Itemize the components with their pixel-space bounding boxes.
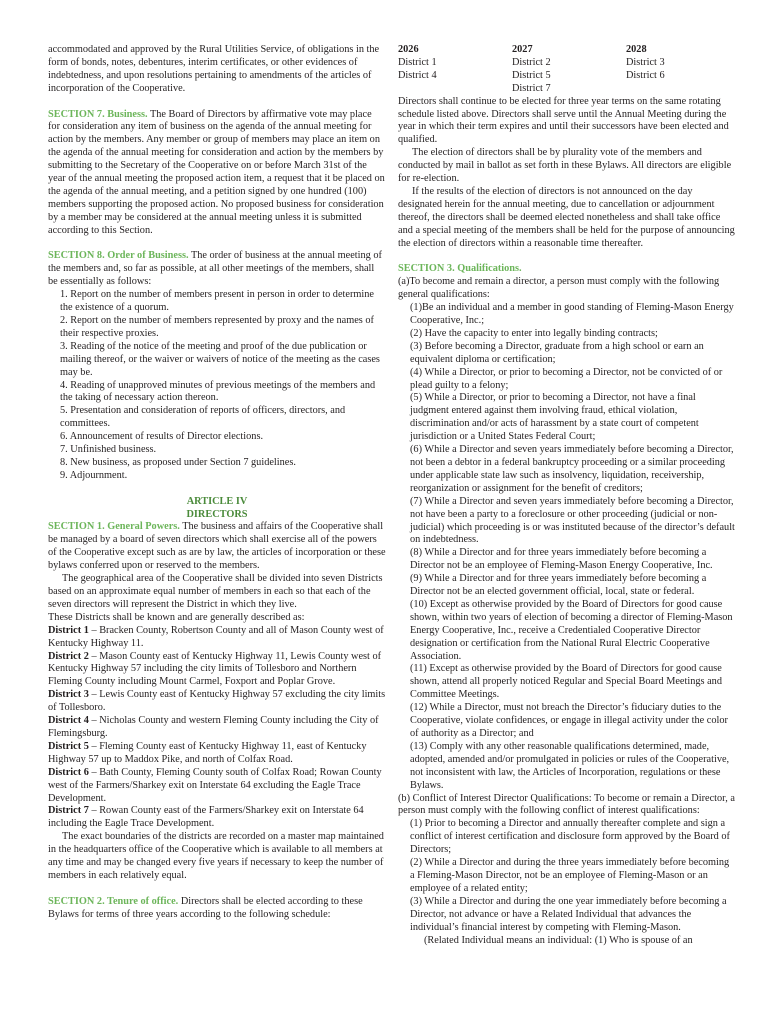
article-number: ARTICLE IV: [186, 495, 248, 507]
related-individual-note: (Related Individual means an individual: (1) Who is spouse of an: [424, 934, 693, 946]
intro-paragraph: accommodated and approved by the Rural Utilities Service, of obligations in the form of bonds, notes, debentures, interim certificates, or other evidences of indebtedness, and upon resolutions pertaining to amendments of the articles of incorporation of the Cooperative.: [48, 44, 380, 94]
districts-paragraph: The geographical area of the Cooperative shall be divided into seven Districts based on an approximate equal number of members in each so that each of the seven directors will represent the District in which they live.: [48, 573, 383, 610]
district-item: [48, 805, 386, 831]
list-item: 3. Reading of the notice of the meeting and proof of the due publication or mailing thereof, or the waiver or waivers of notice of the meeting as the cases may be.: [60, 340, 380, 378]
section-1-body: The business and affairs of the Cooperative shall be managed by a board of seven directors which shall exercise all of the powers of the Cooperative except such as are by law, the articles of incorporation or these bylaws conferred upon or reserved to the members.: [48, 521, 386, 572]
district-desc: – Bath County, Fleming County south of Colfax Road; Rowan County west of the Farmers/Sharkey exit on Interstate 64 excluding the Eagle Trace Development.: [48, 766, 382, 804]
district-desc: – Fleming County east of Kentucky Highway 11, east of Kentucky Highway 57 up to Maddox Pike, and north of Colfax Road.: [48, 740, 367, 765]
schedule-district: District 4: [398, 69, 437, 81]
schedule-district: District 7: [512, 82, 551, 94]
list-item: (2) While a Director and during the three years immediately before becoming a Fleming-Mason Director, not be an employee of Fleming-Mason or an employee of a related entity;: [410, 857, 730, 894]
district-label: District 4: [48, 715, 89, 727]
section-2-body: Directors shall be elected according to these Bylaws for terms of three years according to the following schedule:: [48, 895, 363, 920]
list-item: (3) While a Director and during the one year immediately before becoming a Director, not advance or have a Related Individual that advances the individual’s financial interest by competing with Fleming-Mason.: [410, 895, 727, 933]
list-item: (12) While a Director, must not breach the Director’s fiduciary duties to the Cooperative, violate confidences, or engage in illegal activity under the color of authority as a Director; and: [410, 702, 728, 740]
district-item: [48, 741, 386, 767]
district-label: District 7: [48, 805, 89, 817]
district-desc: – Mason County east of Kentucky Highway 11, Lewis County west of Kentucky Highway 57 including the city limits of Tollesboro and Northern Fleming County including Mount Carmel, Foxport and Poplar Grove.: [48, 650, 382, 688]
districts-intro: These Districts shall be known and are generally described as:: [48, 611, 305, 623]
section-1-heading: SECTION 1. General Powers.: [48, 521, 180, 533]
list-item: (8) While a Director and for three years immediately before becoming a Director not be an employee of Fleming-Mason Energy Cooperative, Inc.: [410, 547, 713, 572]
article-title: DIRECTORS: [186, 508, 248, 520]
qualifications-a-intro: (a)To become and remain a director, a person must comply with the following general qualifications:: [398, 276, 720, 301]
list-item: 5. Presentation and consideration of reports of officers, directors, and committees.: [60, 405, 346, 430]
list-item: 6. Announcement of results of Director elections.: [60, 431, 264, 443]
section-7-heading: SECTION 7. Business.: [48, 108, 148, 120]
boundaries-paragraph: The exact boundaries of the districts are recorded on a master map maintained in the headquarters office of the Cooperative which is available to all members at any time and may be changed every five years if necessary to keep the number of members in each relatively equal.: [48, 831, 384, 881]
section-3-heading: SECTION 3. Qualifications.: [398, 263, 522, 275]
list-item: 8. New business, as proposed under Section 7 guidelines.: [60, 456, 296, 468]
schedule-district: District 2: [512, 56, 551, 68]
list-item: 1. Report on the number of members present in person in order to determine the existence of a quorum.: [60, 289, 374, 314]
results-paragraph: If the results of the election of directors is not announced on the day designated herein for the annual meeting, due to cancellation or adjournment thereof, the directors shall be deemed elected nonetheless and shall take office and a special meeting of the members shall be held for the purpose of announcing the election of directors within a reasonable time thereafter.: [398, 185, 735, 249]
right-column: [398, 44, 736, 947]
qualifications-a-list: [398, 302, 736, 792]
schedule-year: 2026: [398, 44, 419, 55]
district-label: District 5: [48, 740, 89, 752]
election-schedule: [398, 44, 736, 96]
schedule-year: 2028: [626, 44, 647, 55]
list-item: 4. Reading of unapproved minutes of previous meetings of the members and the taking of necessary action thereon.: [60, 379, 376, 404]
section-1: [48, 521, 386, 573]
district-label: District 6: [48, 766, 89, 778]
schedule-column: [626, 44, 736, 96]
election-paragraph: The election of directors shall be by plurality vote of the members and conducted by mail in ballot as set forth in these Bylaws. All directors are eligible for re-election.: [398, 147, 732, 185]
schedule-year: 2027: [512, 44, 533, 55]
list-item: (6) While a Director and seven years immediately before becoming a Director, not been a debtor in a federal bankruptcy proceeding or a similar proceeding under applicable state law such as insolvency, liquidation, receivership, reorganization or assignment for the benefit of creditors;: [410, 444, 734, 494]
qualifications-b-intro: (b) Conflict of Interest Director Qualifications: To become or remain a Director, a person must comply with the following conflict of interest qualifications:: [398, 792, 735, 817]
list-item: (1)Be an individual and a member in good standing of Fleming-Mason Energy Cooperative, Inc.;: [410, 302, 734, 327]
list-item: (9) While a Director and for three years immediately before becoming a Director not be an elected government official, local, state or federal.: [410, 573, 707, 598]
section-8-heading: SECTION 8. Order of Business.: [48, 250, 189, 262]
list-item: (1) Prior to becoming a Director and annually thereafter complete and sign a conflict of interest certification and disclosure form approved by the Board of Directors;: [410, 818, 730, 856]
district-label: District 3: [48, 689, 89, 701]
list-item: 9. Adjournment.: [60, 469, 128, 481]
district-desc: – Bracken County, Robertson County and all of Mason County west of Kentucky Highway 11.: [48, 624, 384, 649]
list-item: (2) Have the capacity to enter into legally binding contracts;: [410, 327, 658, 339]
district-item: [48, 689, 386, 715]
district-item: [48, 625, 386, 651]
district-item: [48, 767, 386, 806]
list-item: (4) While a Director, or prior to becoming a Director, not be convicted of or plead guilty to a felony;: [410, 366, 723, 391]
section-8-body: The order of business at the annual meeting of the members and, so far as possible, at all other meetings of the members, shall be essentially as follows:: [48, 250, 382, 288]
schedule-district: District 6: [626, 69, 665, 81]
list-item: (11) Except as otherwise provided by the Board of Directors for good cause shown, attend all properly noticed Regular and Special Board Meetings and Committee Meetings.: [410, 663, 722, 701]
list-item: (5) While a Director, or prior to becoming a Director, not have a final judgment entered against them involving fraud, ethical violation, discrimination and/or acts of harassment by a state court of competent jurisdiction or a United States Federal Court;: [410, 392, 699, 443]
section-8: [48, 250, 386, 289]
district-desc: – Lewis County east of Kentucky Highway 57 excluding the city limits of Tollesboro.: [48, 689, 386, 714]
district-label: District 2: [48, 650, 89, 662]
district-label: District 1: [48, 624, 89, 636]
schedule-column: [398, 44, 512, 96]
list-item: (3) Before becoming a Director, graduate from a high school or earn an equivalent diploma or certification;: [410, 340, 704, 365]
district-desc: – Rowan County east of the Farmers/Sharkey exit on Interstate 64 including the Eagle Trace Development.: [48, 805, 364, 830]
list-item: (10) Except as otherwise provided by the Board of Directors for good cause shown, within two years of election of becoming a director of Fleming-Mason Energy Cooperative, Inc., receive a Credentialed Cooperative Director designation or certification from the National Rural Electric Cooperative Association.: [410, 598, 733, 662]
section-2-heading: SECTION 2. Tenure of office.: [48, 895, 179, 907]
schedule-district: District 5: [512, 69, 551, 81]
section-7-body: The Board of Directors by affirmative vote may place for consideration any item of business on the agenda of the annual meeting for action by the members. Any member or group of members may place an item on the agenda of the annual meeting for consideration and action by the members by submitting to the Secretary of the Cooperative on or before March 31st of the year of the annual meeting the proposed action item, a request that it be placed on the agenda of the annual meeting, and a petition signed by one hundred (100) members supporting the proposed action. No proposed business for consideration by a member may be considered at the annual meeting unless it is submitted according to this Section.: [48, 108, 385, 236]
list-item: (7) While a Director and seven years immediately before becoming a Director, not have been a party to a foreclosure or other proceeding (judicial or non-judicial) which proceeding is or was instituted because of the director’s default on indebtedness.: [410, 495, 735, 546]
section-7: [48, 109, 386, 238]
district-desc: – Nicholas County and western Fleming County including the City of Flemingsburg.: [48, 715, 379, 739]
section-2: [48, 896, 386, 922]
list-item: (13) Comply with any other reasonable qualifications determined, made, adopted, amended and/or promulgated in policies or rules of the Cooperative, not inconsistent with law, the Articles of Incorporation, regulations or these Bylaws.: [410, 740, 730, 791]
schedule-district: District 3: [626, 56, 665, 68]
district-item: [48, 715, 386, 741]
left-column: [48, 44, 386, 922]
list-item: 2. Report on the number of members represented by proxy and the names of their respective proxies.: [60, 315, 374, 339]
order-of-business-list: [48, 289, 386, 483]
district-item: [48, 651, 386, 690]
terms-paragraph: Directors shall continue to be elected for three year terms on the same rotating schedule listed above. Directors shall serve until the Annual Meeting during the year in which their term expires and until their successors have been elected and qualified.: [398, 95, 729, 146]
qualifications-b-list: [398, 818, 736, 947]
list-item: 7. Unfinished business.: [60, 444, 157, 456]
schedule-district: District 1: [398, 56, 437, 68]
schedule-column: [512, 44, 626, 96]
